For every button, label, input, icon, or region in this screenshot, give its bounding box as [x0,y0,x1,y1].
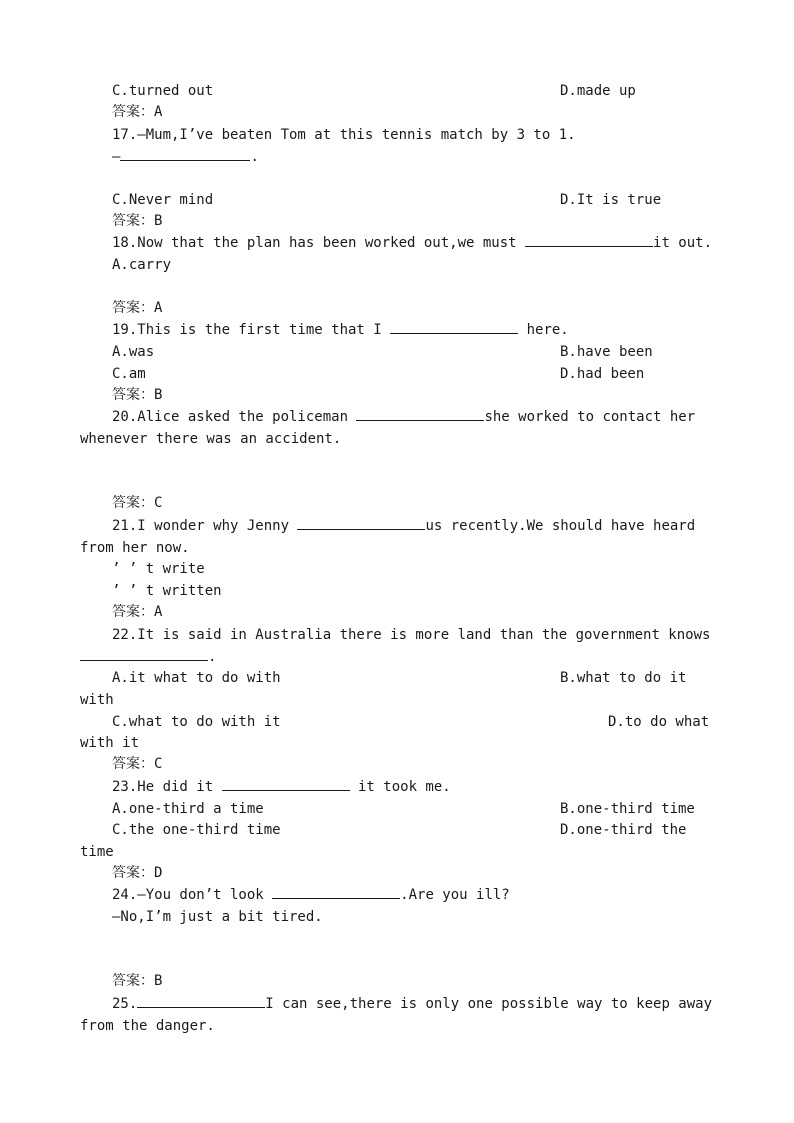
option-d: D.to do what [608,714,710,730]
answer-blank [272,886,400,899]
reply-end: . [250,149,259,165]
option-c: C.am [112,366,146,382]
option-b: B.one-third time [560,801,695,817]
option-d: D.had been [560,366,645,382]
question-25-stem-cont: from the danger. [80,1018,215,1034]
answer-line: 答案：C [112,495,163,511]
stem-text: . [208,649,217,665]
answer-blank [390,321,518,334]
answer-blank [137,995,265,1008]
question-24-reply: —No,I’m just a bit tired. [112,909,323,925]
answer-line: 答案：A [112,104,163,120]
answer-line: 答案：B [112,387,163,403]
stem-text: it out. [653,235,713,251]
stem-text: it took me. [349,779,451,795]
question-25-stem [112,995,712,1013]
stem-text: 20.Alice asked the policeman [112,409,357,425]
stem-text: 19.This is the first time that I [112,322,391,338]
question-22-stem: 22.It is said in Australia there is more land than the government knows [112,627,711,643]
reply-dash: — [112,149,121,165]
option-d: D.made up [560,83,636,99]
answer-line: 答案：B [112,213,163,229]
option-b-cont: with [80,692,114,708]
option-c: C.what to do with it [112,714,281,730]
stem-text: 24.—You don’t look [112,887,273,903]
question-22-stem-cont [80,648,216,666]
question-24-stem [112,886,510,904]
option-a: A.it what to do with [112,670,281,686]
question-17-reply [112,148,259,166]
stem-text: us recently.We should have heard [425,518,696,534]
question-19-stem [112,321,569,339]
question-17-stem: 17.—Mum,I’ve beaten Tom at this tennis match by 3 to 1. [112,127,576,143]
question-18-stem [112,234,712,252]
answer-line: 答案：A [112,604,163,620]
question-21-stem-cont: from her now. [80,540,190,556]
option-line: ’ ’ t written [112,583,222,599]
option-d: D.one-third the [560,822,687,838]
question-20-stem-cont: whenever there was an accident. [80,431,342,447]
option-d-cont: time [80,844,114,860]
option-a: A.one-third a time [112,801,264,817]
option-b: B.what to do it [560,670,687,686]
option-b: B.have been [560,344,653,360]
option-a: A.carry [112,257,172,273]
stem-text: .Are you ill? [400,887,510,903]
option-d: D.It is true [560,192,662,208]
answer-line: 答案：A [112,300,163,316]
answer-blank [80,648,208,661]
question-20-stem [112,408,695,426]
stem-text: here. [518,322,569,338]
answer-blank [297,517,425,530]
stem-text: 25. [112,996,138,1012]
answer-blank [222,778,350,791]
answer-line: 答案：C [112,756,163,772]
option-c: C.Never mind [112,192,214,208]
stem-text: she worked to contact her [484,409,696,425]
answer-blank [356,408,484,421]
stem-text: 23.He did it [112,779,222,795]
stem-text: 18.Now that the plan has been worked out,we must [112,235,526,251]
option-line: ’ ’ t write [112,561,205,577]
stem-text: 21.I wonder why Jenny [112,518,298,534]
answer-line: 答案：B [112,973,163,989]
option-a: A.was [112,344,155,360]
option-c: C.the one-third time [112,822,281,838]
answer-blank [525,234,653,247]
question-21-stem [112,517,695,535]
option-d-cont: with it [80,735,140,751]
question-23-stem [112,778,451,796]
answer-line: 答案：D [112,865,163,881]
answer-blank [120,148,250,161]
option-c: C.turned out [112,83,214,99]
stem-text: I can see,there is only one possible way to keep away [265,996,713,1012]
